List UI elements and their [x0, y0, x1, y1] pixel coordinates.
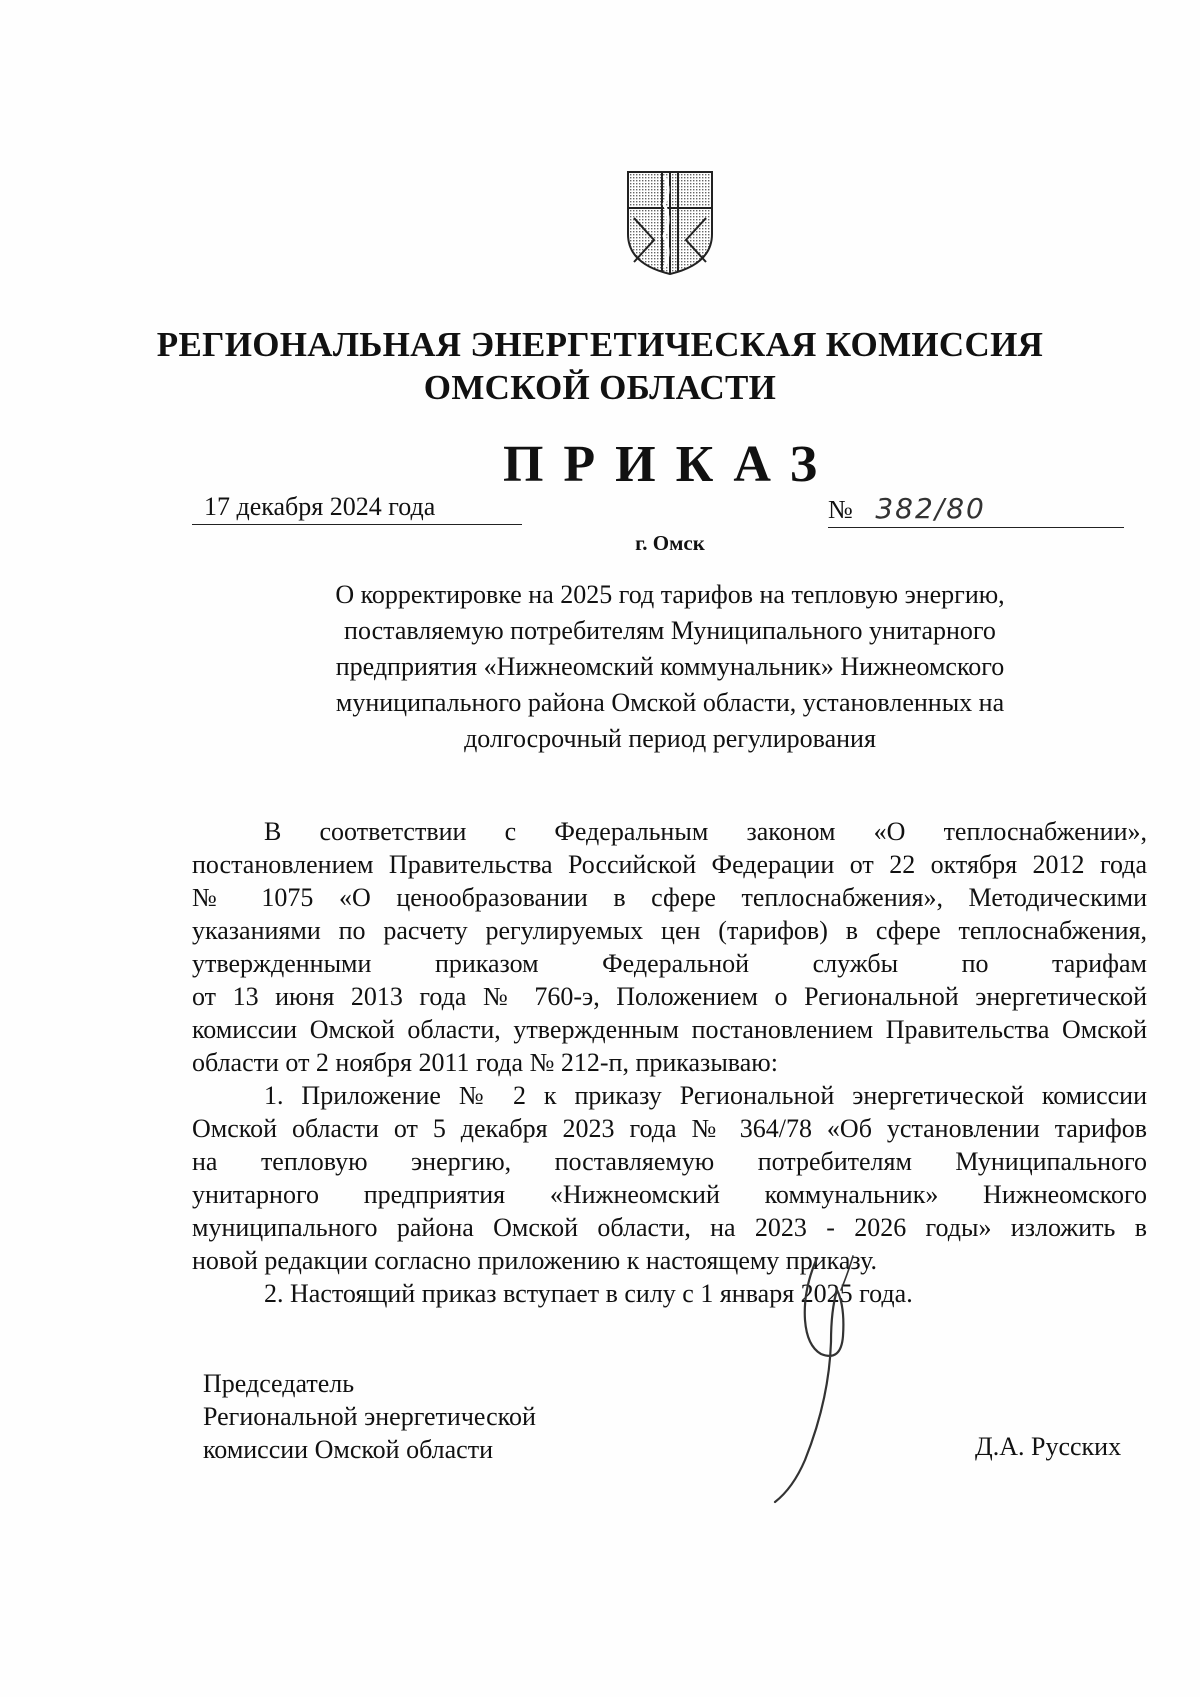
handwritten-signature-icon [745, 1250, 875, 1510]
subject-line: муниципального района Омской области, установленных на [335, 688, 1005, 717]
document-number [828, 492, 1124, 528]
position-line: Председатель [203, 1369, 355, 1398]
subject-line: долгосрочный период регулирования [464, 724, 876, 753]
body-line: унитарного предприятия «Нижнеомский коммунальник» Нижнеомского [192, 1180, 1147, 1209]
body-line: на тепловую энергию, поставляемую потребителям Муниципального [192, 1147, 1147, 1176]
body-line: указаниями по расчету регулируемых цен (тарифов) в сфере теплоснабжения, [192, 916, 1147, 945]
organization-name-line1: РЕГИОНАЛЬНАЯ ЭНЕРГЕТИЧЕСКАЯ КОМИССИЯ [156, 325, 1044, 364]
handwritten-number: 382/80 [875, 492, 986, 525]
body-line: комиссии Омской области, утвержденным постановлением Правительства Омской [192, 1015, 1147, 1044]
body-line: постановлением Правительства Российской Федерации от 22 октября 2012 года [192, 850, 1147, 879]
body-line: Омской области от 5 декабря 2023 года № 364/78 «Об установлении тарифов [192, 1114, 1147, 1143]
subject-line: предприятия «Нижнеомский коммунальник» Нижнеомского [335, 652, 1005, 681]
signatory-position [203, 1367, 536, 1466]
body-line: В соответствии с Федеральным законом «О теплоснабжении», [264, 817, 1147, 846]
body-line: 1. Приложение № 2 к приказу Региональной энергетической комиссии [264, 1081, 1147, 1110]
body-line: области от 2 ноября 2011 года № 212-п, приказываю: [192, 1048, 778, 1077]
subject-line: поставляемую потребителям Муниципального унитарного [344, 616, 996, 645]
document-city: г. Омск [635, 531, 705, 555]
signatory-name: Д.А. Русских [975, 1432, 1122, 1461]
document-subject [250, 577, 1090, 757]
body-line: от 13 июня 2013 года № 760-э, Положением о Региональной энергетической [192, 982, 1147, 1011]
body-line: муниципального района Омской области, на 2023 - 2026 годы» изложить в [192, 1213, 1147, 1242]
subject-line: О корректировке на 2025 год тарифов на тепловую энергию, [335, 580, 1005, 609]
organization-name-line2: ОМСКОЙ ОБЛАСТИ [423, 368, 777, 407]
position-line: комиссии Омской области [203, 1435, 493, 1464]
coat-of-arms-icon [624, 168, 716, 276]
position-line: Региональной энергетической [203, 1402, 536, 1431]
document-date: 17 декабря 2024 года [192, 492, 522, 525]
body-line: № 1075 «О ценообразовании в сфере теплоснабжения», Методическими [192, 883, 1147, 912]
body-line: новой редакции согласно приложению к настоящему приказу. [192, 1246, 878, 1275]
number-label: № [828, 495, 853, 524]
document-type-title: ПРИКАЗ [502, 436, 838, 493]
document-body [192, 815, 1147, 1310]
body-line: 2. Настоящий приказ вступает в силу с 1 января 2025 года. [264, 1279, 913, 1308]
body-line: утвержденными приказом Федеральной службы по тарифам [192, 949, 1147, 978]
